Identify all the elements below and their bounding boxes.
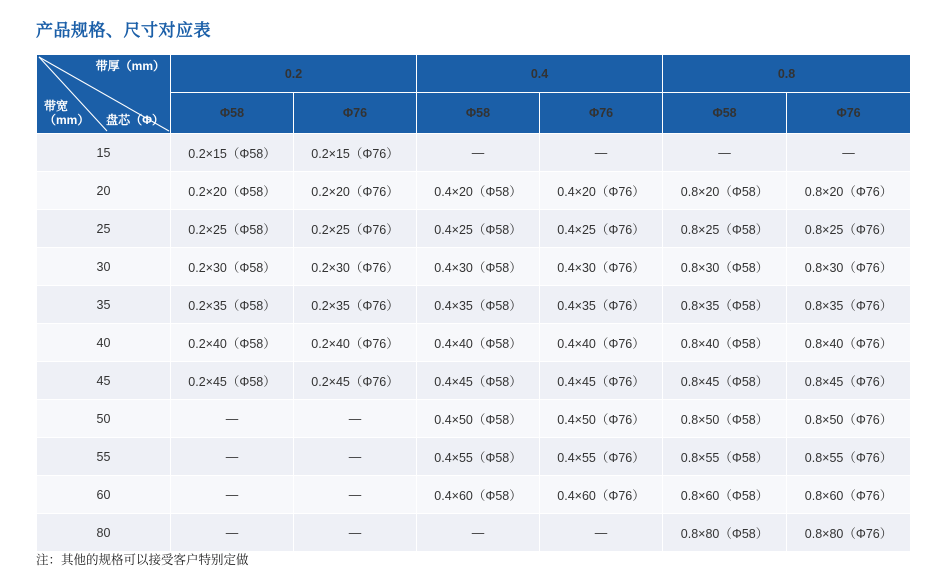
- cell-2-3: 0.4×25（Φ76）: [540, 210, 663, 248]
- cell-3-0: 0.2×30（Φ58）: [171, 248, 294, 286]
- table-corner-header: [37, 55, 171, 134]
- cell-4-5: 0.8×35（Φ76）: [787, 286, 911, 324]
- table-row: [37, 476, 911, 514]
- cell-5-4: 0.8×40（Φ58）: [663, 324, 787, 362]
- spec-table: [36, 54, 911, 552]
- cell-10-1: —: [294, 514, 417, 552]
- cell-3-1: 0.2×30（Φ76）: [294, 248, 417, 286]
- cell-10-5: 0.8×80（Φ76）: [787, 514, 911, 552]
- thickness-group-0: 0.2: [171, 55, 417, 93]
- corner-width-label-line2: （mm）: [44, 113, 90, 128]
- cell-2-5: 0.8×25（Φ76）: [787, 210, 911, 248]
- row-width-7: 50: [37, 400, 171, 438]
- cell-1-1: 0.2×20（Φ76）: [294, 172, 417, 210]
- corner-core-label-text: 盘芯（Φ）: [106, 113, 164, 128]
- cell-2-0: 0.2×25（Φ58）: [171, 210, 294, 248]
- cell-1-4: 0.8×20（Φ58）: [663, 172, 787, 210]
- cell-6-4: 0.8×45（Φ58）: [663, 362, 787, 400]
- table-header-row-thickness: [37, 55, 911, 93]
- table-row: [37, 134, 911, 172]
- cell-8-2: 0.4×55（Φ58）: [417, 438, 540, 476]
- cell-5-2: 0.4×40（Φ58）: [417, 324, 540, 362]
- table-body: [37, 134, 911, 552]
- core-column-3: Φ76: [540, 93, 663, 134]
- cell-0-1: 0.2×15（Φ76）: [294, 134, 417, 172]
- cell-0-4: —: [663, 134, 787, 172]
- cell-2-2: 0.4×25（Φ58）: [417, 210, 540, 248]
- cell-1-0: 0.2×20（Φ58）: [171, 172, 294, 210]
- cell-6-2: 0.4×45（Φ58）: [417, 362, 540, 400]
- cell-6-0: 0.2×45（Φ58）: [171, 362, 294, 400]
- cell-6-1: 0.2×45（Φ76）: [294, 362, 417, 400]
- cell-3-4: 0.8×30（Φ58）: [663, 248, 787, 286]
- cell-0-3: —: [540, 134, 663, 172]
- cell-5-0: 0.2×40（Φ58）: [171, 324, 294, 362]
- cell-6-5: 0.8×45（Φ76）: [787, 362, 911, 400]
- cell-2-4: 0.8×25（Φ58）: [663, 210, 787, 248]
- row-width-1: 20: [37, 172, 171, 210]
- cell-0-5: —: [787, 134, 911, 172]
- row-width-6: 45: [37, 362, 171, 400]
- row-width-0: 15: [37, 134, 171, 172]
- row-width-2: 25: [37, 210, 171, 248]
- cell-1-5: 0.8×20（Φ76）: [787, 172, 911, 210]
- spec-table-container: [36, 54, 910, 552]
- cell-10-3: —: [540, 514, 663, 552]
- cell-4-1: 0.2×35（Φ76）: [294, 286, 417, 324]
- table-row: [37, 210, 911, 248]
- cell-8-3: 0.4×55（Φ76）: [540, 438, 663, 476]
- cell-4-0: 0.2×35（Φ58）: [171, 286, 294, 324]
- cell-5-5: 0.8×40（Φ76）: [787, 324, 911, 362]
- cell-7-1: —: [294, 400, 417, 438]
- table-row: [37, 514, 911, 552]
- table-row: [37, 438, 911, 476]
- row-width-3: 30: [37, 248, 171, 286]
- core-column-0: Φ58: [171, 93, 294, 134]
- row-width-8: 55: [37, 438, 171, 476]
- core-column-1: Φ76: [294, 93, 417, 134]
- cell-2-1: 0.2×25（Φ76）: [294, 210, 417, 248]
- cell-1-3: 0.4×20（Φ76）: [540, 172, 663, 210]
- cell-8-0: —: [171, 438, 294, 476]
- thickness-group-2: 0.8: [663, 55, 911, 93]
- cell-1-2: 0.4×20（Φ58）: [417, 172, 540, 210]
- cell-4-2: 0.4×35（Φ58）: [417, 286, 540, 324]
- cell-7-0: —: [171, 400, 294, 438]
- corner-core-label: [106, 114, 164, 128]
- row-width-5: 40: [37, 324, 171, 362]
- cell-6-3: 0.4×45（Φ76）: [540, 362, 663, 400]
- row-width-9: 60: [37, 476, 171, 514]
- cell-7-3: 0.4×50（Φ76）: [540, 400, 663, 438]
- thickness-group-1: 0.4: [417, 55, 663, 93]
- cell-8-1: —: [294, 438, 417, 476]
- cell-9-2: 0.4×60（Φ58）: [417, 476, 540, 514]
- cell-7-4: 0.8×50（Φ58）: [663, 400, 787, 438]
- cell-4-4: 0.8×35（Φ58）: [663, 286, 787, 324]
- cell-9-3: 0.4×60（Φ76）: [540, 476, 663, 514]
- table-row: [37, 362, 911, 400]
- cell-9-5: 0.8×60（Φ76）: [787, 476, 911, 514]
- cell-7-5: 0.8×50（Φ76）: [787, 400, 911, 438]
- core-column-4: Φ58: [663, 93, 787, 134]
- cell-5-3: 0.4×40（Φ76）: [540, 324, 663, 362]
- table-row: [37, 324, 911, 362]
- page-title: 产品规格、尺寸对应表: [36, 21, 211, 40]
- cell-10-2: —: [417, 514, 540, 552]
- row-width-10: 80: [37, 514, 171, 552]
- cell-8-5: 0.8×55（Φ76）: [787, 438, 911, 476]
- cell-8-4: 0.8×55（Φ58）: [663, 438, 787, 476]
- cell-10-4: 0.8×80（Φ58）: [663, 514, 787, 552]
- cell-5-1: 0.2×40（Φ76）: [294, 324, 417, 362]
- cell-10-0: —: [171, 514, 294, 552]
- corner-width-label: [44, 100, 89, 128]
- cell-3-3: 0.4×30（Φ76）: [540, 248, 663, 286]
- corner-width-label-line1: 带宽: [44, 99, 69, 114]
- table-note: 注：其他的规格可以接受客户特别定做: [36, 553, 249, 567]
- table-row: [37, 248, 911, 286]
- cell-9-1: —: [294, 476, 417, 514]
- cell-7-2: 0.4×50（Φ58）: [417, 400, 540, 438]
- cell-0-2: —: [417, 134, 540, 172]
- cell-4-3: 0.4×35（Φ76）: [540, 286, 663, 324]
- cell-3-5: 0.8×30（Φ76）: [787, 248, 911, 286]
- core-column-5: Φ76: [787, 93, 911, 134]
- table-row: [37, 400, 911, 438]
- table-row: [37, 286, 911, 324]
- table-head: [37, 55, 911, 134]
- cell-9-0: —: [171, 476, 294, 514]
- corner-thickness-label: 带厚（mm）: [95, 59, 165, 73]
- cell-3-2: 0.4×30（Φ58）: [417, 248, 540, 286]
- table-row: [37, 172, 911, 210]
- cell-0-0: 0.2×15（Φ58）: [171, 134, 294, 172]
- row-width-4: 35: [37, 286, 171, 324]
- corner-diagonal-cell: [37, 55, 170, 133]
- core-column-2: Φ58: [417, 93, 540, 134]
- cell-9-4: 0.8×60（Φ58）: [663, 476, 787, 514]
